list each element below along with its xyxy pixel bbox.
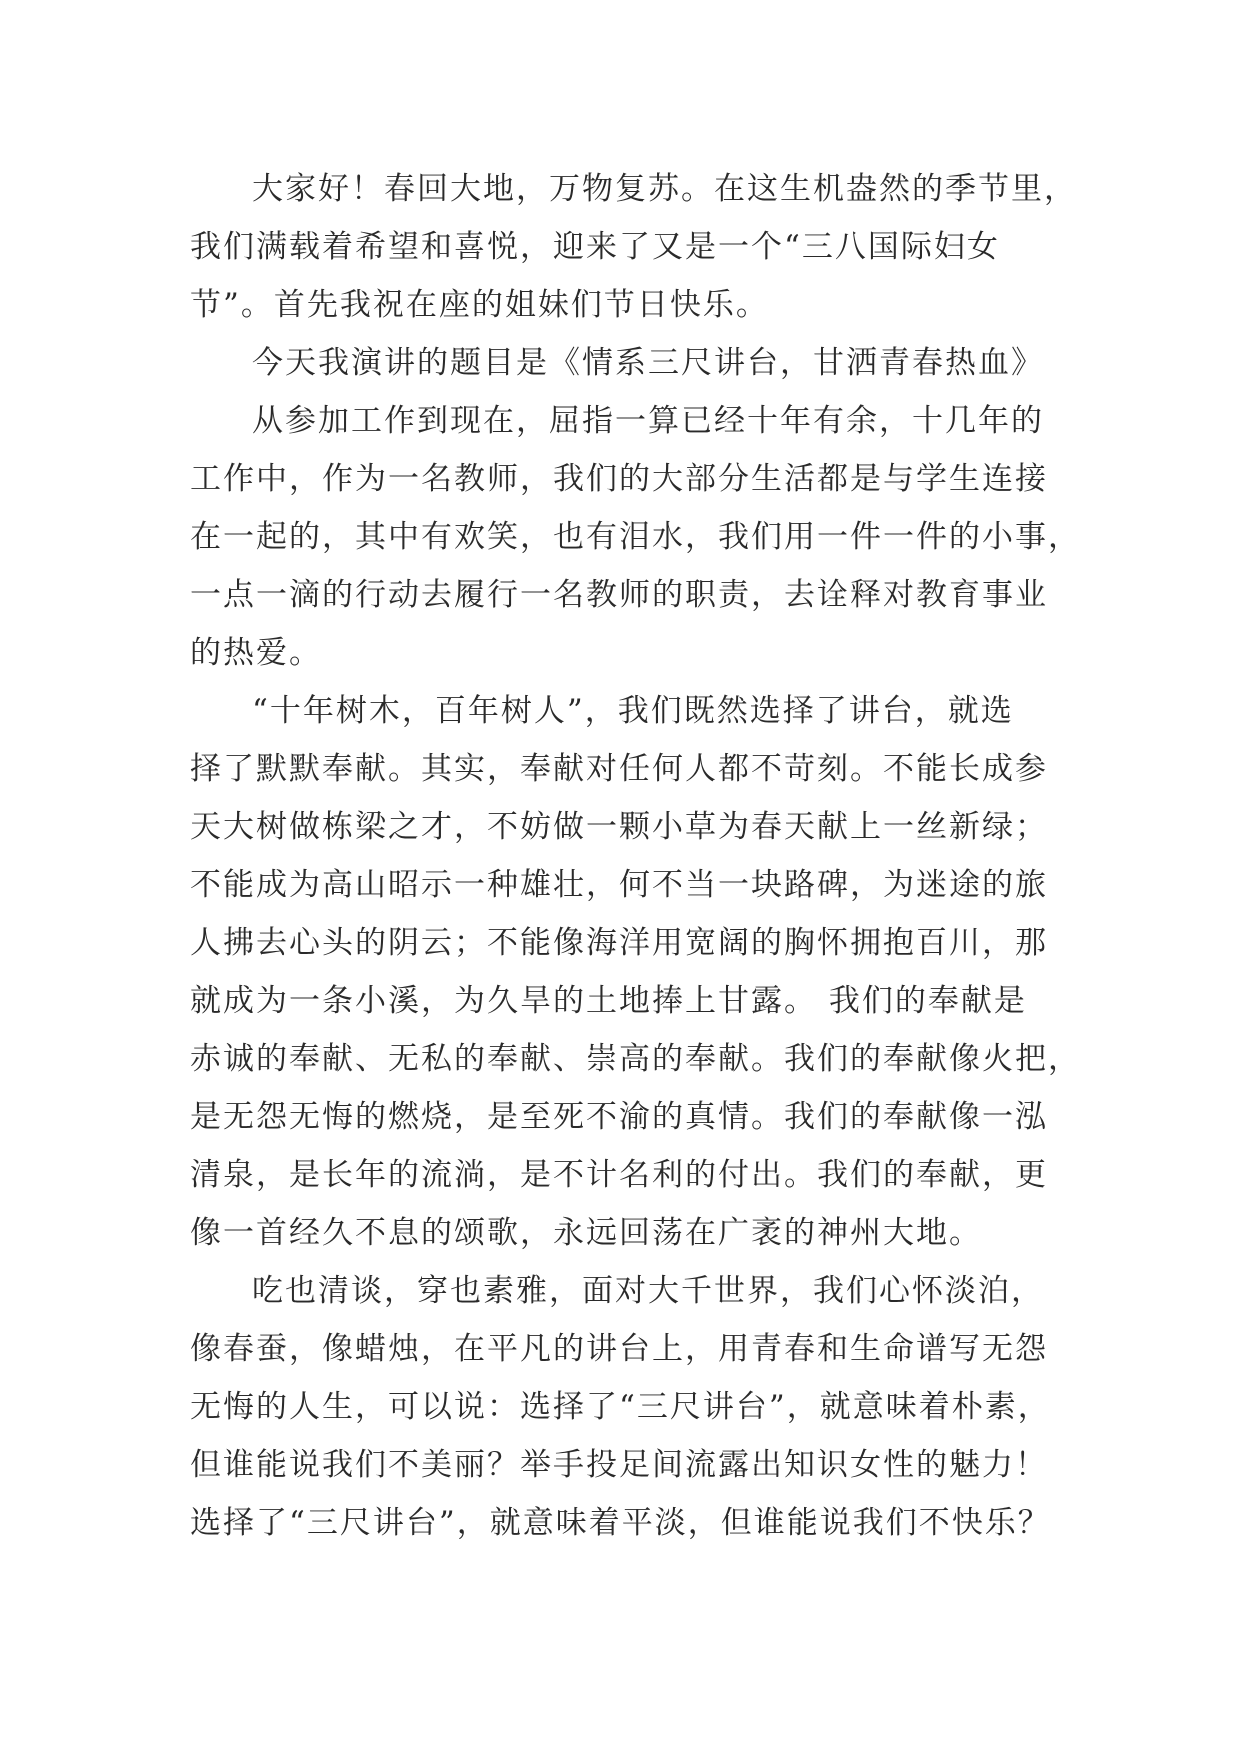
text-line: 像一首经久不息的颂歌，永远回荡在广袤的神州大地。 [190,1215,982,1251]
text-line: 大家好！春回大地，万物复苏。在这生机盎然的季节里， [252,171,1077,207]
text-line: “十年树木，百年树人”，我们既然选择了讲台，就选 [252,693,1014,729]
text-line: 清泉，是长年的流淌，是不计名利的付出。我们的奉献，更 [190,1157,1048,1193]
speech-text-body [190,160,1081,1552]
text-line: 不能成为高山昭示一种雄壮，何不当一块路碑，为迷途的旅 [190,867,1048,903]
text-line: 工作中，作为一名教师，我们的大部分生活都是与学生连接 [190,461,1048,497]
text-line: 在一起的，其中有欢笑，也有泪水，我们用一件一件的小事， [190,519,1081,555]
text-line: 人拂去心头的阴云；不能像海洋用宽阔的胸怀拥抱百川，那 [190,925,1048,961]
text-line: 从参加工作到现在，屈指一算已经十年有余，十几年的 [252,403,1044,439]
text-line: 的热爱。 [190,635,322,671]
text-line: 像春蚕，像蜡烛，在平凡的讲台上，用青春和生命谱写无怨 [190,1331,1048,1367]
text-line: 节”。首先我祝在座的姐妹们节日快乐。 [190,287,769,323]
text-line: 一点一滴的行动去履行一名教师的职责，去诠释对教育事业 [190,577,1048,613]
text-line: 就成为一条小溪，为久旱的土地捧上甘露。 我们的奉献是 [190,983,1027,1019]
text-line: 择了默默奉献。其实，奉献对任何人都不苛刻。不能长成参 [190,751,1048,787]
text-line: 天大树做栋梁之才，不妨做一颗小草为春天献上一丝新绿； [190,809,1048,845]
text-line: 吃也清谈，穿也素雅，面对大千世界，我们心怀淡泊， [252,1273,1044,1309]
text-line: 但谁能说我们不美丽？举手投足间流露出知识女性的魅力！ [190,1447,1048,1483]
text-line: 是无怨无悔的燃烧，是至死不渝的真情。我们的奉献像一泓 [190,1099,1048,1135]
text-line: 赤诚的奉献、无私的奉献、崇高的奉献。我们的奉献像火把， [190,1041,1081,1077]
text-line: 今天我演讲的题目是《情系三尺讲台，甘洒青春热血》 [252,345,1044,381]
text-line: 选择了“三尺讲台”，就意味着平淡，但谁能说我们不快乐？ [190,1505,1051,1541]
text-line: 我们满载着希望和喜悦，迎来了又是一个“三八国际妇女 [190,229,1000,265]
text-line: 无悔的人生，可以说：选择了“三尺讲台”，就意味着朴素， [190,1389,1051,1425]
